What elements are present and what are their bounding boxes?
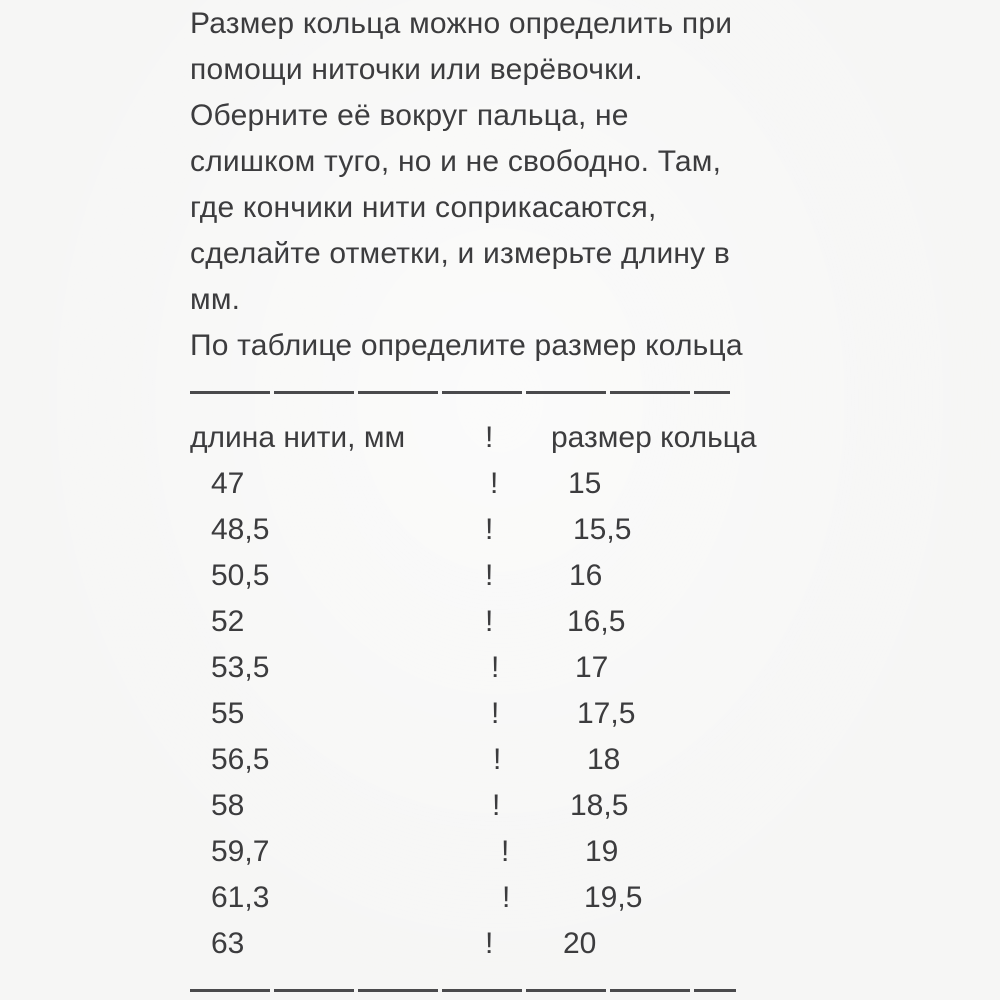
instructions-paragraph <box>190 1 810 369</box>
column-separator: ! <box>485 605 494 638</box>
table-top-divider <box>190 369 810 415</box>
divider-line <box>190 391 730 394</box>
row-length-value: 58 <box>211 789 245 822</box>
header-size-label: размер кольца <box>551 421 757 454</box>
column-separator: ! <box>492 789 501 822</box>
table-row <box>190 507 810 553</box>
row-size-value: 19,5 <box>584 881 643 914</box>
row-length-value: 48,5 <box>211 513 270 546</box>
row-size-value: 17 <box>575 651 609 684</box>
table-row <box>190 875 810 921</box>
column-separator: ! <box>490 467 499 500</box>
divider-line <box>190 989 736 992</box>
row-length-value: 55 <box>211 697 245 730</box>
column-separator: ! <box>491 651 500 684</box>
row-size-value: 19 <box>585 835 619 868</box>
row-size-value: 15,5 <box>573 513 632 546</box>
header-length-label: длина нити, мм <box>190 421 406 454</box>
table-bottom-divider <box>190 967 810 1000</box>
row-length-value: 63 <box>211 927 245 960</box>
row-length-value: 50,5 <box>211 559 270 592</box>
table-row <box>190 599 810 645</box>
column-separator: ! <box>485 559 494 592</box>
row-size-value: 20 <box>563 927 597 960</box>
row-size-value: 17,5 <box>577 697 636 730</box>
table-row <box>190 783 810 829</box>
row-length-value: 47 <box>211 467 245 500</box>
table-header-row <box>190 415 810 461</box>
row-length-value: 61,3 <box>211 881 270 914</box>
row-size-value: 18,5 <box>570 789 629 822</box>
column-separator: ! <box>491 697 500 730</box>
table-row <box>190 921 810 967</box>
row-length-value: 59,7 <box>211 835 270 868</box>
row-size-value: 18 <box>587 743 621 776</box>
column-separator: ! <box>502 881 511 914</box>
row-length-value: 53,5 <box>211 651 270 684</box>
row-size-value: 16 <box>569 559 603 592</box>
row-size-value: 16,5 <box>567 605 626 638</box>
size-table <box>190 369 810 1000</box>
row-length-value: 52 <box>211 605 245 638</box>
table-row <box>190 461 810 507</box>
paragraph-line: слишком туго, но и не свободно. Там, <box>190 145 722 178</box>
table-row <box>190 553 810 599</box>
column-separator: ! <box>485 513 494 546</box>
table-row <box>190 691 810 737</box>
paragraph-line: помощи ниточки или верёвочки. <box>190 53 643 86</box>
table-row <box>190 829 810 875</box>
paragraph-line: мм. <box>190 283 241 316</box>
table-row <box>190 737 810 783</box>
paragraph-line: где кончики нити соприкасаются, <box>190 191 657 224</box>
column-separator: ! <box>485 421 494 454</box>
column-separator: ! <box>493 743 502 776</box>
column-separator: ! <box>485 927 494 960</box>
row-length-value: 56,5 <box>211 743 270 776</box>
paragraph-line: По таблице определите размер кольца <box>190 329 743 362</box>
table-row <box>190 645 810 691</box>
paragraph-line: Размер кольца можно определить при <box>190 7 733 40</box>
paragraph-line: сделайте отметки, и измерьте длину в <box>190 237 731 270</box>
row-size-value: 15 <box>568 467 602 500</box>
paragraph-line: Оберните её вокруг пальца, не <box>190 99 629 132</box>
column-separator: ! <box>501 835 510 868</box>
